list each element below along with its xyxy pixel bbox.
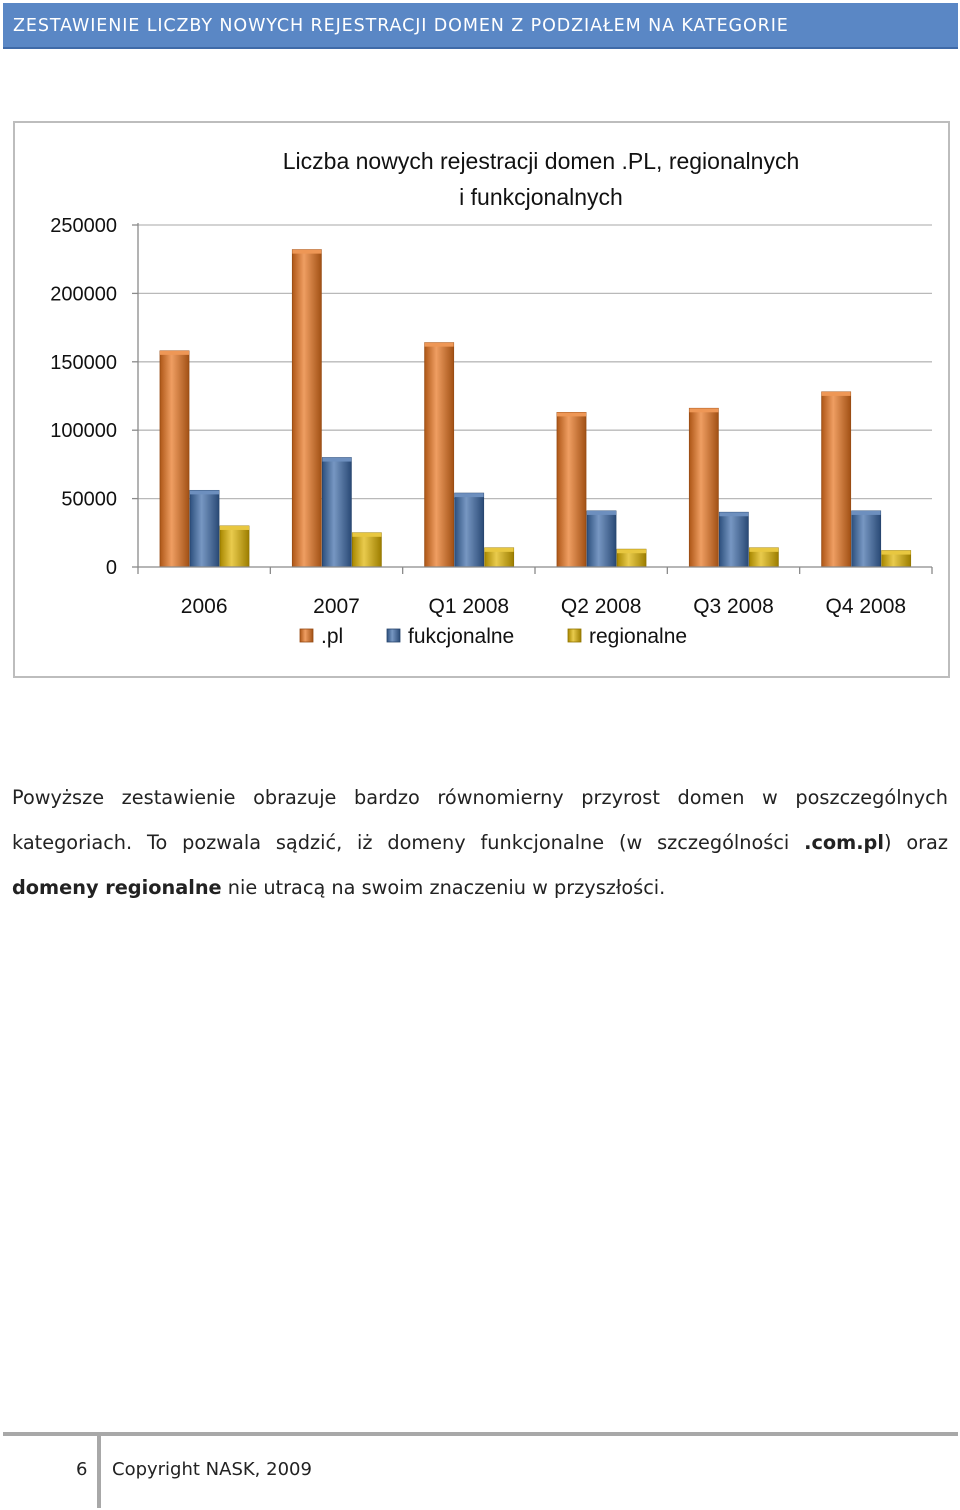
legend-swatch: [300, 629, 313, 642]
bar-pl-5: [822, 392, 851, 567]
bar-cap: [322, 458, 351, 462]
bar-pl-3: [557, 412, 586, 567]
chart-frame: [13, 121, 950, 678]
bar-cap: [617, 549, 646, 553]
bar-cap: [160, 351, 189, 355]
bar-cap: [455, 493, 484, 497]
bar-cap: [557, 412, 586, 416]
legend-label: fukcjonalne: [408, 625, 515, 648]
body-text-part-2: ) oraz: [883, 831, 948, 854]
x-tick-label: 2007: [313, 595, 360, 618]
y-tick-label: 150000: [50, 351, 117, 374]
section-header-bar: [3, 3, 958, 49]
legend-label: .pl: [321, 625, 344, 648]
bar-cap: [689, 408, 718, 412]
bar-fukcjonalne-5: [852, 511, 881, 567]
bar-cap: [220, 526, 249, 530]
bar-cap: [587, 511, 616, 515]
footer-divider: [97, 1436, 101, 1508]
body-text-part-3: nie utracą na swoim znaczeniu w przyszłości.: [227, 876, 666, 899]
y-tick-label: 0: [105, 557, 117, 579]
bar-fukcjonalne-0: [190, 490, 219, 567]
bar-cap: [822, 392, 851, 396]
y-tick-label: 50000: [61, 488, 117, 511]
body-bold-regional: domeny regionalne: [12, 876, 222, 899]
x-tick-label: Q4 2008: [825, 595, 907, 618]
x-tick-label: Q1 2008: [428, 595, 510, 618]
y-tick-label: 200000: [50, 283, 117, 306]
bar-cap: [292, 250, 321, 254]
page-number: 6: [76, 1459, 88, 1480]
legend-swatch: [568, 629, 581, 642]
footer-rule: [3, 1432, 958, 1436]
body-paragraph: [12, 775, 948, 910]
copyright-text: Copyright NASK, 2009: [112, 1459, 312, 1480]
body-bold-com-pl: .com.pl: [804, 831, 884, 854]
x-tick-label: Q2 2008: [560, 595, 642, 618]
y-tick-label: 100000: [50, 420, 117, 443]
x-tick-label: 2006: [180, 595, 228, 618]
x-tick-label: Q3 2008: [693, 595, 774, 618]
bar-cap: [882, 551, 911, 555]
legend-swatch: [387, 629, 400, 642]
chart-title-line-1: Liczba nowych rejestracji domen .PL, regionalnych: [282, 148, 800, 174]
bar-cap: [485, 548, 514, 552]
bar-fukcjonalne-3: [587, 511, 616, 567]
bar-pl-1: [292, 250, 321, 567]
y-tick-label: 250000: [50, 215, 117, 237]
bar-chart: [15, 123, 950, 678]
body-text-part-1: Powyższe zestawienie obrazuje bardzo równomierny przyrost domen w poszczególnych kategoriach. To pozwala sądzić, iż domeny funkcjonalne (w szczególności: [12, 786, 948, 854]
bar-fukcjonalne-4: [719, 512, 748, 567]
bar-fukcjonalne-2: [455, 493, 484, 567]
bar-cap: [190, 490, 219, 494]
chart-title-line-2: i funkcjonalnych: [459, 184, 623, 210]
bar-cap: [719, 512, 748, 516]
bar-cap: [425, 343, 454, 347]
section-title: ZESTAWIENIE LICZBY NOWYCH REJESTRACJI DOMEN Z PODZIAŁEM NA KATEGORIE: [13, 16, 789, 36]
legend-label: regionalne: [589, 625, 688, 648]
bar-pl-2: [425, 343, 454, 567]
bar-regionalne-1: [352, 533, 381, 567]
bar-regionalne-0: [220, 526, 249, 567]
bar-pl-0: [160, 351, 189, 567]
bar-cap: [352, 533, 381, 537]
bar-cap: [852, 511, 881, 515]
bar-cap: [749, 548, 778, 552]
bar-pl-4: [689, 408, 718, 567]
bar-fukcjonalne-1: [322, 458, 351, 567]
